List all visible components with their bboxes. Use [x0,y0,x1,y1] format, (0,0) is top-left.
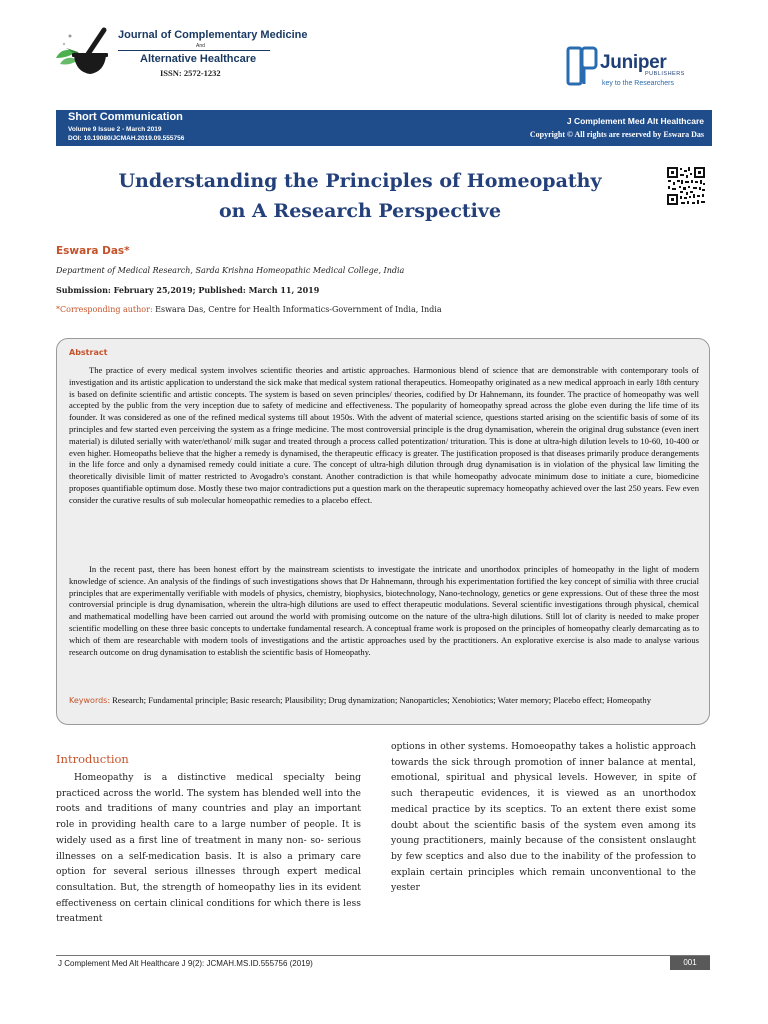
publisher-tagline: key to the Researchers [602,80,674,87]
volume-issue: Volume 9 Issue 2 - March 2019 [68,126,162,133]
title-line-2: on A Research Perspective [218,200,502,222]
journal-issn: ISSN: 2572-1232 [160,68,221,78]
abstract-paragraph-1: The practice of every medical system involves scientific theories and artistic approaches. Harmonious blend of science that are demonstrable with contemporary tools of investigation and its artistic application to understand the sick make that medical system rational therapeutics. Homeopathy originated as a new medical approach in early 18th century is based on definite scientific and artistic concepts. The system is based on seven principles/ theories, codified by Dr Hahnemann, its founder. The practice of homeopathy was well accepted by the public from the very inception due to safety of medicine and effectiveness. The popularity of homeopathy spread across the globe even during the life time of its founder. It was considered as one of the refined medical systems till about 1950s. With the advent of material science, questions started arising on the scientific basis of some of its principles and few started even perceiving the system as a fringe medicine. The most controversial principle is the drug dynamisation, wherein the original drug substance (even inert material) is diluted serially with water/ethanol/ milk sugar and treated through a process called potentization/ trituration. This is done at ultra-high dilution levels to 10-60, 10-400 or even higher. Homeopaths believe that the higher a remedy is dynamised, the therapeutic efficacy is greater. The justification proposed is that diseases primarily produce derangements in the life force and only a dynamised remedy could initiate a cure. The concept of ultra-high dilution through drug dynamisation is in violation of the physical law limiting the theoretically divisible limit of matter restricted to Avogadro's constant. Another contradiction is that while homeopathy advocate minimum dose to initiate a cure, biomedicine proposes quantifiable optimum dose. Mostly these two major contradictions put a question mark on the therapeutic supremacy homeopathy achieved over the last 250 years. Few even consider the curative results of sub molecular homeopathic remedies to a placebo effect. [69,365,699,505]
footer-citation: J Complement Med Alt Healthcare J 9(2): JCMAH.MS.ID.555756 (2019) [58,959,313,968]
body-column-right: options in other systems. Homoeopathy takes a holistic approach towards the sick through promotion of inner balance at mental, emotional, spiritual and physical levels. However, in spite of such therapeutic evidences, it is viewed as an unorthodox medical practice by its sceptics. To an extent there exist some doubt about the scientific basis of the system even among its young practitioners, mainly because of the consistent onslaught by few sceptics and also due to the inability of the profession to explain certain principles which remain unconventional to the yester [391,741,696,894]
submission-dates: Submission: February 25,2019; Published: March 11, 2019 [56,285,320,295]
article-title [110,166,610,226]
author-affiliation: Department of Medical Research, Sarda Krishna Homeopathic Medical College, India [56,266,405,275]
doi-link[interactable]: DOI: 10.19080/JCMAH.2019.09.555756 [68,135,185,142]
publisher-sub: PUBLISHERS [645,71,685,77]
journal-abbrev: J Complement Med Alt Healthcare [566,116,704,126]
section-heading-introduction: Introduction [56,752,129,766]
corresponding-label: *Corresponding author: [56,305,153,314]
keywords [69,694,699,707]
journal-divider [118,50,270,51]
corresponding-text: Eswara Das, Centre for Health Informatics-Government of India, India [152,305,442,314]
body-column-left: Homeopathy is a distinctive medical specialty being practiced across the world. The system has blended well into the roots and traditions of many countries and play an important role in providing health care to a large number of people. It is widely used as a first line of treatment in many non- so- serious illnesses on a self-medication basis. It is also a primary care option for several serious illnesses through expert medical consultation. But, the strength of homeopathy lies in its evident effectiveness on certain clinical conditions for which there is less treatment [56,772,361,925]
journal-subtitle: Alternative Healthcare [140,53,257,65]
qr-code-icon[interactable] [666,166,706,206]
abstract-paragraph-2: In the recent past, there has been honest effort by the mainstream scientists to investigate the intricate and unorthodox principles of homeopathy in the light of modern knowledge of science. An analysis of the findings of such investigations shows that Dr Hahnemann, through his experimentation fortified the key concept of similia with three crucial principles that are experimentally verifiable with models of physics, chemistry, biophysics, biotechnology, Nano-technology, genetics or gene expressions. Out of these three the most controversial principle is drug dynamisation, wherein the ultra-high dilutions are used to effect therapeutic modulations. Several scientific investigations through physical, chemical and mathematical modelling have been carried out around the world with promising outcome on the nature of the ultra-high dilutions. Still lot of clarity is needed to make proper scientific modelling on these three basic concepts to undertake fundamental research. A conceptual frame work is proposed on the principles of homeopathy clearly demarcating as to which of them are researchable with modern tools of investigations and the artistic approaches used by the practitioners. An explorative exercise is also made to analyse various research outcome on drug dynamisation to establish the scientific basis of Homeopathy. [69,564,699,657]
keywords-text: Research; Fundamental principle; Basic research; Plausibility; Drug dynamization; Nanoparticles; Xenobiotics; Water memory; Placebo effect; Homeopathy [110,695,651,705]
keywords-label: Keywords: [69,696,111,705]
juniper-logo-icon [566,46,598,88]
article-type: Short Communication [68,111,183,123]
title-line-1: Understanding the Principles of Homeopathy [118,170,602,192]
journal-name: Journal of Complementary Medicine [118,29,308,41]
journal-and: And [196,43,205,49]
copyright-notice: Copyright © All rights are reserved by Eswara Das [529,130,704,139]
author-name: Eswara Das* [56,245,130,257]
abstract-heading: Abstract [69,348,108,357]
page-number: 001 [670,956,710,970]
footer-divider [56,955,710,956]
journal-logo-icon [52,22,114,78]
publisher-name: Juniper [600,52,667,73]
corresponding-author [56,305,442,314]
